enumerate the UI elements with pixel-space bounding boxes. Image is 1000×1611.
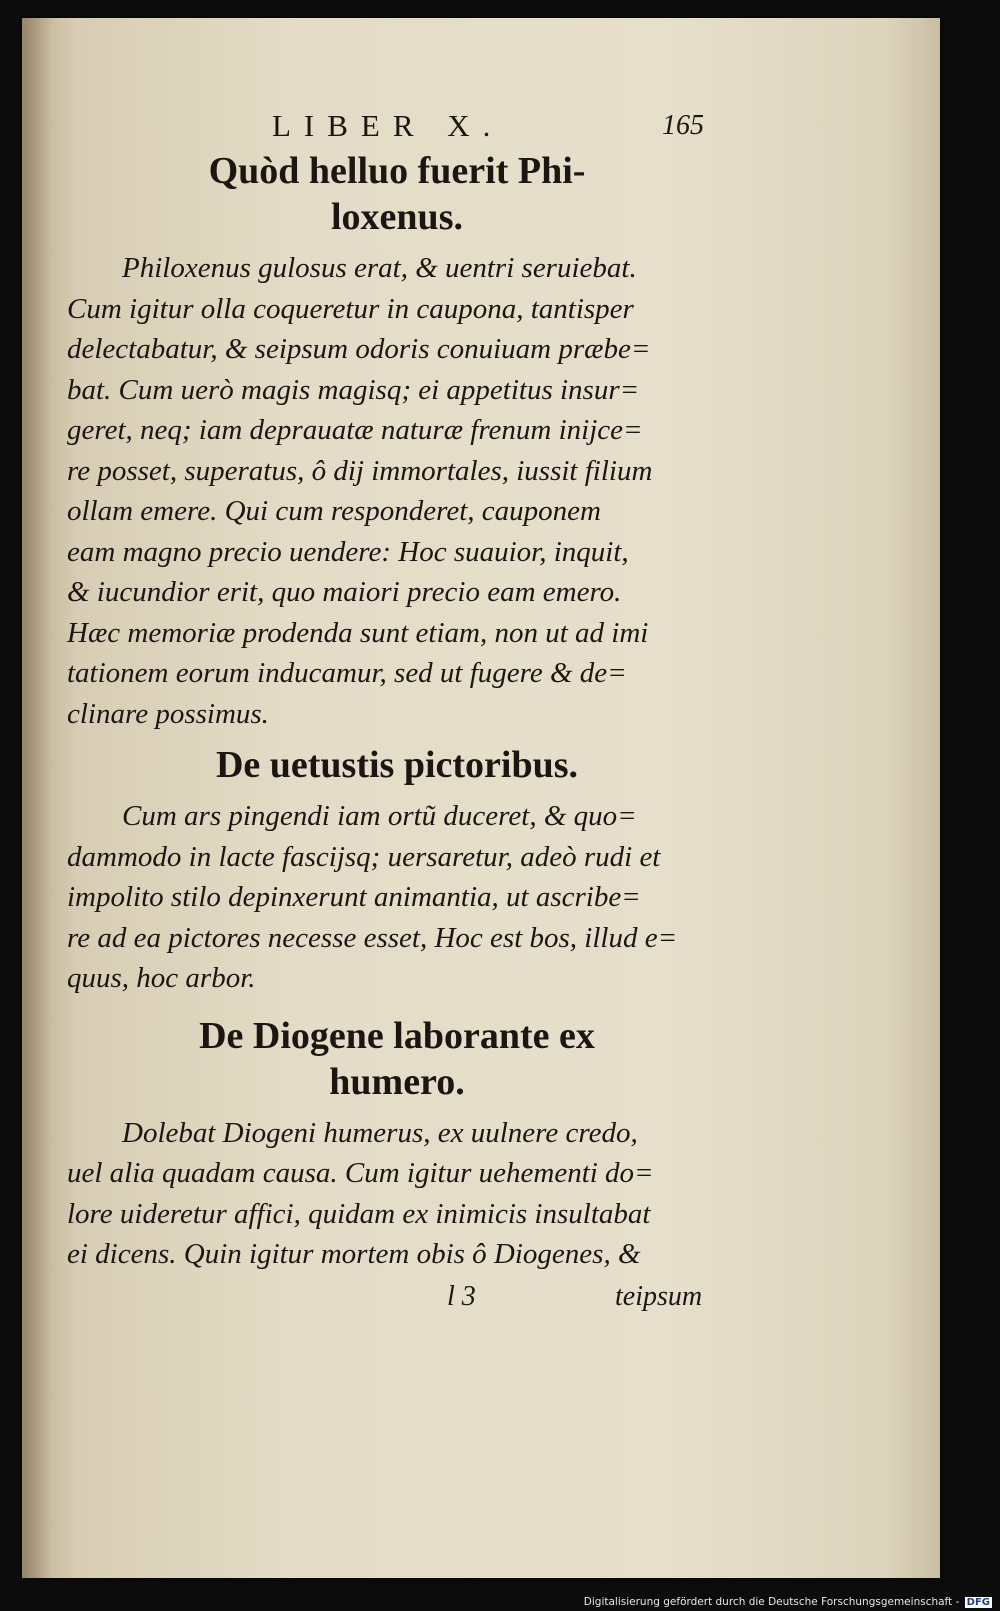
heading-line: De uetustis pictoribus.: [215, 744, 579, 786]
heading-line: Quòd helluo fuerit Phi-: [208, 150, 586, 192]
text-line: ollam emere. Qui cum responderet, cauponem: [67, 495, 601, 527]
book-page: [22, 18, 940, 1578]
heading-line: humero.: [329, 1060, 465, 1103]
text-line: re posset, superatus, ô dij immortales, iussit filium: [67, 454, 653, 487]
page-header: [67, 108, 727, 148]
running-head: LIBER X.: [272, 108, 504, 143]
text-line: geret, neq; iam deprauatæ naturæ frenum inijce=: [67, 414, 643, 446]
section-heading-philoxenus: [67, 148, 727, 240]
text-line: Cum igitur olla coqueretur in caupona, tantisper: [67, 292, 634, 325]
section-heading-pictoribus: [67, 742, 727, 788]
text-line: ei dicens. Quin igitur mortem obis ô Diogenes, &: [67, 1238, 641, 1270]
text-line: eam magno precio uendere: Hoc suauior, inquit,: [67, 535, 629, 568]
credit-text: Digitalisierung gefördert durch die Deutsche Forschungsgemeinschaft -: [583, 1596, 960, 1608]
text-line: lore uideretur affici, quidam ex inimicis insultabat: [67, 1197, 651, 1230]
text-line: delectabatur, & seipsum odoris conuiuam præbe=: [67, 333, 651, 365]
text-line: Hæc memoriæ prodenda sunt etiam, non ut ad imi: [67, 616, 649, 649]
paragraph-pictoribus: [67, 796, 727, 999]
text-block: [67, 108, 727, 1325]
text-line: clinare possimus.: [67, 697, 269, 730]
paragraph-philoxenus: [67, 248, 727, 734]
text-line: re ad ea pictores necesse esset, Hoc est bos, illud e=: [67, 921, 678, 954]
text-line: impolito stilo depinxerunt animantia, ut ascribe=: [67, 881, 641, 913]
heading-line: De Diogene laborante ex: [199, 1014, 595, 1057]
text-line: Dolebat Diogeni humerus, ex uulnere credo,: [122, 1116, 638, 1149]
paragraph-diogenes: [67, 1113, 727, 1275]
text-line: tationem eorum inducamur, sed ut fugere & de=: [67, 657, 627, 689]
page-footer: [67, 1275, 727, 1325]
text-line: Philoxenus gulosus erat, & uentri seruiebat.: [122, 252, 637, 284]
section-heading-diogenes: [67, 1013, 727, 1105]
digitization-credit: [584, 1596, 992, 1608]
text-line: & iucundior erit, quo maiori precio eam emero.: [67, 576, 622, 608]
page-number: 165: [662, 110, 704, 141]
text-line: dammodo in lacte fascijsq; uersaretur, adeò rudi et: [67, 840, 661, 873]
text-line: uel alia quadam causa. Cum igitur uehementi do=: [67, 1157, 654, 1189]
text-line: bat. Cum uerò magis magisq; ei appetitus insur=: [67, 373, 640, 406]
dfg-logo: DFG: [966, 1597, 990, 1608]
text-line: quus, hoc arbor.: [67, 962, 256, 994]
text-line: Cum ars pingendi iam ortũ duceret, & quo=: [122, 800, 637, 832]
signature-mark: l 3: [447, 1280, 476, 1312]
catchword: teipsum: [615, 1280, 703, 1312]
heading-line: loxenus.: [331, 196, 463, 238]
